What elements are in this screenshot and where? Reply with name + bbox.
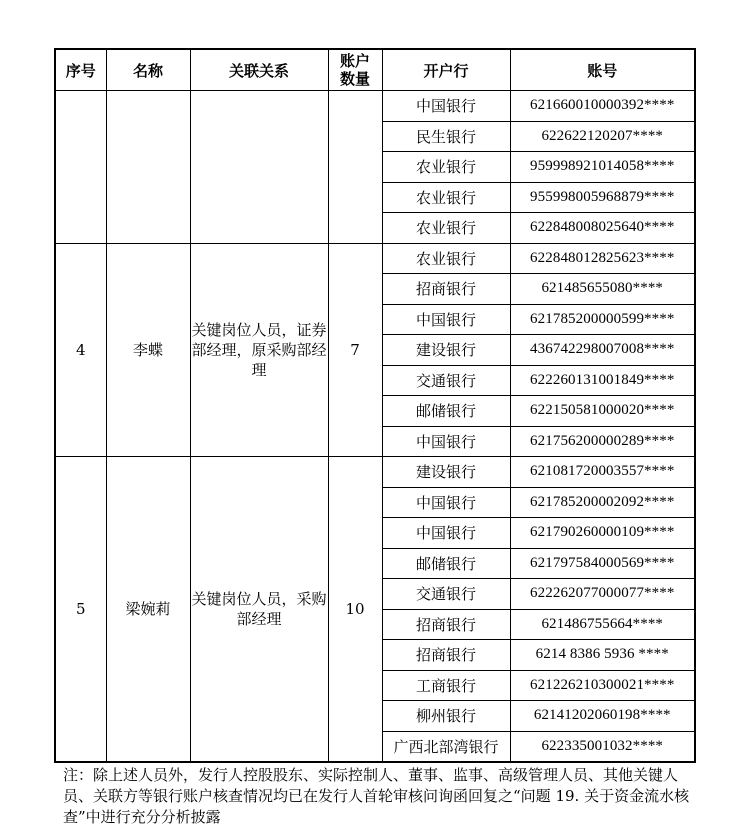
group-relation xyxy=(190,91,328,244)
bank-cell: 中国银行 xyxy=(382,487,510,518)
account-cell: 621226210300021**** xyxy=(510,670,695,701)
account-cell: 436742298007008**** xyxy=(510,335,695,366)
bank-cell: 邮储银行 xyxy=(382,396,510,427)
table-row xyxy=(55,91,695,122)
account-cell: 622622120207**** xyxy=(510,121,695,152)
account-cell: 621785200002092**** xyxy=(510,487,695,518)
group-count xyxy=(328,91,382,244)
account-cell: 621081720003557**** xyxy=(510,457,695,488)
group-no: 4 xyxy=(55,243,106,457)
bank-cell: 交通银行 xyxy=(382,579,510,610)
header-account: 账号 xyxy=(510,49,695,91)
bank-cell: 农业银行 xyxy=(382,182,510,213)
bank-cell: 建设银行 xyxy=(382,457,510,488)
bank-cell: 民生银行 xyxy=(382,121,510,152)
group-relation: 关键岗位人员，证券部经理，原采购部经理 xyxy=(190,243,328,457)
account-cell: 621486755664**** xyxy=(510,609,695,640)
bank-cell: 交通银行 xyxy=(382,365,510,396)
account-cell: 622848008025640**** xyxy=(510,213,695,244)
account-cell: 621790260000109**** xyxy=(510,518,695,549)
header-count-text: 账户 数量 xyxy=(339,52,370,88)
account-cell: 959998921014058**** xyxy=(510,152,695,183)
bank-cell: 广西北部湾银行 xyxy=(382,731,510,762)
group-count: 10 xyxy=(328,457,382,763)
account-cell: 621797584000569**** xyxy=(510,548,695,579)
account-cell: 621412020601​98**** xyxy=(510,701,695,732)
header-bank: 开户行 xyxy=(382,49,510,91)
bank-cell: 邮储银行 xyxy=(382,548,510,579)
account-cell: 621785200000599**** xyxy=(510,304,695,335)
account-cell: 6214 8386 5936 **** xyxy=(510,640,695,671)
bank-cell: 招商银行 xyxy=(382,609,510,640)
group-count: 7 xyxy=(328,243,382,457)
account-cell: 622335001032**** xyxy=(510,731,695,762)
bank-cell: 农业银行 xyxy=(382,243,510,274)
bank-cell: 建设银行 xyxy=(382,335,510,366)
group-name: 梁婉莉 xyxy=(106,457,190,763)
account-cell: 621485655080**** xyxy=(510,274,695,305)
account-cell: 955998005968879**** xyxy=(510,182,695,213)
footnote: 注：除上述人员外，发行人控股股东、实际控制人、董事、监事、高级管理人员、其他关键人员、关联方等银行账户核查情况均已在发行人首轮审核问询函回复之“问题 19. 关于资金流水核查”中进行充分分析披露 xyxy=(63,766,690,826)
header-name: 名称 xyxy=(106,49,190,91)
bank-cell: 农业银行 xyxy=(382,213,510,244)
account-cell: 621660010000392**** xyxy=(510,91,695,122)
group-relation: 关键岗位人员，采购部经理 xyxy=(190,457,328,763)
group-name xyxy=(106,91,190,244)
bank-cell: 农业银行 xyxy=(382,152,510,183)
bank-cell: 柳州银行 xyxy=(382,701,510,732)
header-no: 序号 xyxy=(55,49,106,91)
table-row xyxy=(55,243,695,274)
group-no xyxy=(55,91,106,244)
table-body xyxy=(55,91,695,763)
bank-account-table xyxy=(54,48,696,763)
group-name: 李蝶 xyxy=(106,243,190,457)
group-no: 5 xyxy=(55,457,106,763)
account-cell: 621756200000289**** xyxy=(510,426,695,457)
bank-cell: 中国银行 xyxy=(382,304,510,335)
account-cell: 622150581000020**** xyxy=(510,396,695,427)
bank-cell: 招商银行 xyxy=(382,640,510,671)
bank-cell: 中国银行 xyxy=(382,426,510,457)
header-count xyxy=(328,49,382,91)
bank-cell: 招商银行 xyxy=(382,274,510,305)
table-row xyxy=(55,457,695,488)
header-relation: 关联关系 xyxy=(190,49,328,91)
account-cell: 622848012825623**** xyxy=(510,243,695,274)
bank-cell: 中国银行 xyxy=(382,518,510,549)
account-cell: 622260131001849**** xyxy=(510,365,695,396)
account-cell: 622262077000077**** xyxy=(510,579,695,610)
table-header-row xyxy=(55,49,695,91)
bank-cell: 工商银行 xyxy=(382,670,510,701)
bank-cell: 中国银行 xyxy=(382,91,510,122)
